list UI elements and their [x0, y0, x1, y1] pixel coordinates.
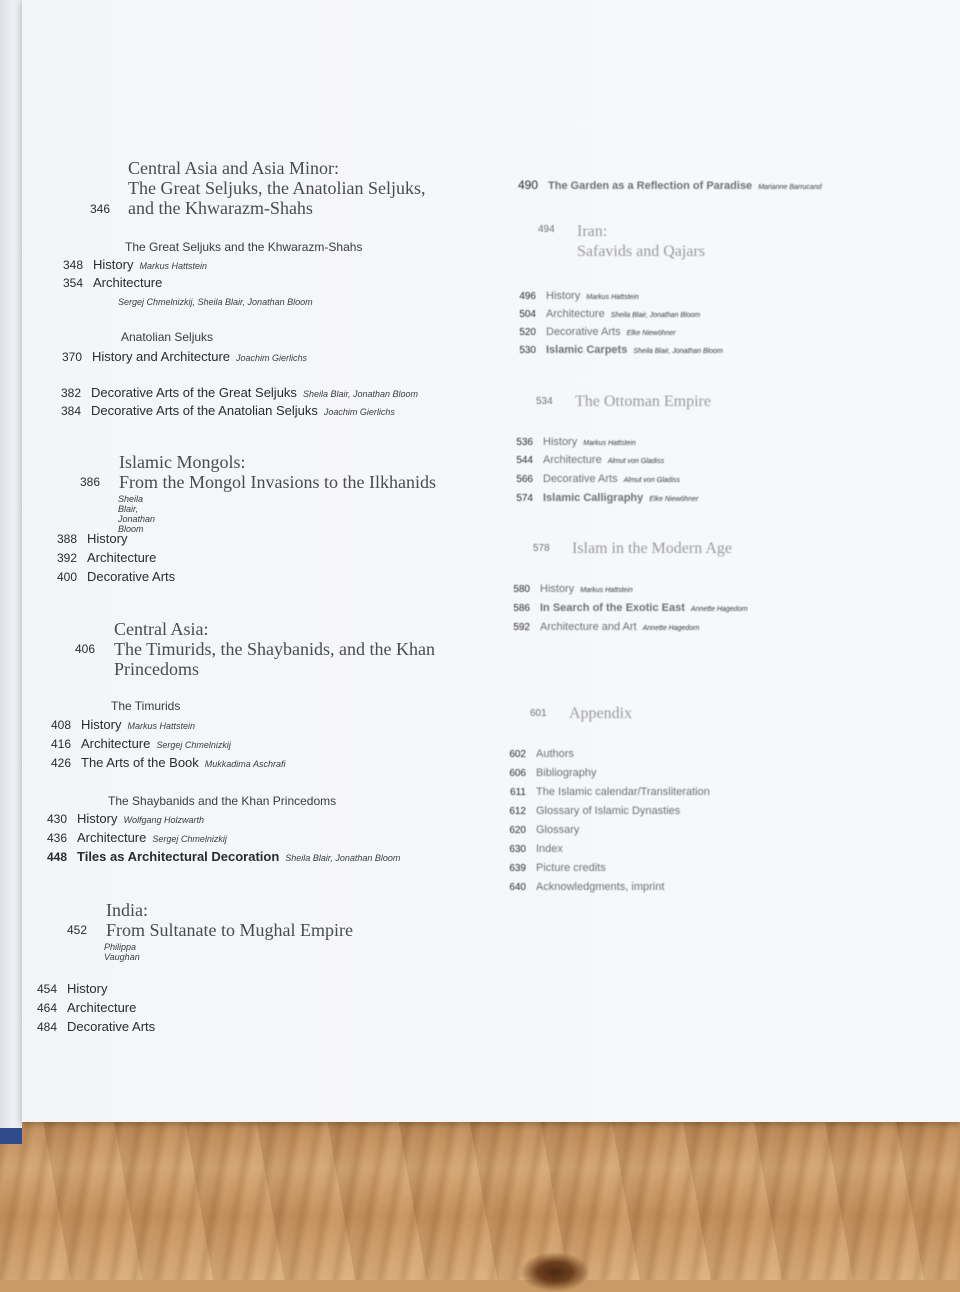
- toc-entry[interactable]: [31, 716, 195, 734]
- section-page-number: 346: [90, 202, 111, 216]
- entry-label: Architecture: [87, 550, 157, 565]
- entry-label: History: [543, 436, 578, 448]
- toc-entry[interactable]: [496, 286, 639, 304]
- entry-page-number: 354: [62, 276, 83, 290]
- entry-page-number: 620: [509, 825, 526, 836]
- entry-label: The Arts of the Book: [81, 755, 199, 770]
- entry-author: Sergej Chmelnizkij: [152, 834, 227, 844]
- entry-page-number: 630: [509, 844, 526, 855]
- entry-page-number: 544: [516, 455, 533, 466]
- entry-page-number: 464: [36, 1001, 57, 1015]
- entry-author: Markus Hattstein: [580, 587, 633, 594]
- toc-entry[interactable]: [31, 754, 286, 772]
- section-title-line: The Great Seljuks, the Anatolian Seljuks,: [128, 178, 426, 198]
- entry-page-number: 574: [516, 493, 533, 504]
- entry-page-number: 426: [50, 756, 71, 770]
- entry-label: Decorative Arts: [67, 1019, 156, 1034]
- toc-entry[interactable]: [490, 598, 748, 616]
- entry-page-number: 606: [509, 768, 526, 779]
- entry-author: Annette Hagedorn: [642, 625, 700, 632]
- entry-author: Markus Hattstein: [583, 440, 636, 447]
- entry-label: Decorative Arts: [543, 473, 618, 485]
- section-page-number: 601: [530, 708, 547, 719]
- toc-entry[interactable]: [486, 877, 664, 895]
- entry-label: Decorative Arts: [87, 569, 176, 584]
- entry-author: Markus Hattstein: [139, 261, 207, 271]
- entry-label: Index: [536, 843, 563, 855]
- section-heading: [572, 539, 732, 559]
- section-title-line: India:: [106, 900, 148, 920]
- section-title-line: From the Mongol Invasions to the Ilkhanids: [119, 472, 436, 492]
- toc-entry[interactable]: [31, 735, 231, 753]
- subsection-heading: Anatolian Seljuks: [121, 330, 214, 344]
- entry-label: History: [87, 531, 128, 546]
- entry-page-number: 612: [509, 806, 526, 817]
- section-title-line: Central Asia:: [114, 619, 209, 639]
- entry-page-number: 566: [516, 474, 533, 485]
- entry-label: History: [93, 257, 134, 272]
- section-title-line: Appendix: [569, 705, 633, 722]
- section-author: Philippa Vaughan: [104, 942, 140, 962]
- entry-author: Elke Niewöhner: [649, 496, 699, 503]
- section-heading: [114, 619, 435, 679]
- entry-page-number: 400: [56, 570, 77, 584]
- section-page-number: 406: [75, 642, 96, 656]
- section-page-number: 386: [80, 475, 101, 489]
- entry-label: Decorative Arts: [546, 326, 621, 338]
- entry-page-number: 484: [36, 1020, 57, 1034]
- toc-entry[interactable]: [43, 274, 162, 292]
- toc-entry[interactable]: [493, 450, 664, 468]
- entry-label: Acknowledgments, imprint: [536, 881, 665, 893]
- entry-page-number: 639: [509, 863, 526, 874]
- toc-entry[interactable]: [486, 782, 710, 800]
- entry-page-number: 490: [517, 178, 538, 192]
- section-title-line: and the Khwarazm-Shahs: [128, 198, 313, 218]
- entry-label: Glossary of Islamic Dynasties: [536, 805, 681, 817]
- entry-label: Islamic Carpets: [546, 344, 628, 356]
- wooden-table: [0, 1120, 960, 1280]
- toc-entry[interactable]: [493, 432, 636, 450]
- book-cover-edge: [0, 1128, 22, 1144]
- toc-entry[interactable]: [42, 348, 307, 366]
- section-title-line: Islam in the Modern Age: [572, 540, 732, 557]
- section-page-number: 534: [536, 396, 553, 407]
- entry-label: Architecture and Art: [540, 621, 637, 633]
- entry-label: Architecture: [93, 275, 163, 290]
- toc-entry[interactable]: [17, 980, 107, 998]
- entry-author: Sheila Blair, Jonathan Bloom: [633, 348, 723, 355]
- toc-entry[interactable]: [37, 549, 156, 567]
- toc-entry[interactable]: [27, 848, 400, 866]
- section-page-number: 452: [67, 923, 88, 937]
- entry-author: Sheila Blair, Jonathan Bloom: [302, 389, 419, 399]
- entry-page-number: 602: [509, 749, 526, 760]
- section-title-line: Islamic Mongols:: [119, 452, 246, 472]
- entry-author: Markus Hattstein: [127, 721, 195, 731]
- toc-entry[interactable]: [496, 322, 676, 340]
- entry-author-line: [118, 292, 313, 310]
- toc-entry[interactable]: [27, 810, 204, 828]
- entry-page-number: 430: [46, 812, 67, 826]
- entry-page-number: 454: [36, 982, 57, 996]
- entry-label: Bibliography: [536, 767, 597, 779]
- entry-label: Glossary: [536, 824, 580, 836]
- section-author: Sheila Blair, Jonathan Bloom: [118, 494, 156, 534]
- entry-label: The Garden as a Reflection of Paradise: [548, 180, 753, 192]
- entry-label: In Search of the Exotic East: [540, 602, 685, 614]
- entry-page-number: 388: [56, 532, 77, 546]
- entry-author: Mukkadima Aschrafi: [204, 759, 286, 769]
- entry-page-number: 520: [519, 327, 536, 338]
- section-page-number: 578: [533, 543, 550, 554]
- section-title-line: Safavids and Qajars: [577, 243, 705, 260]
- entry-page-number: 586: [513, 603, 530, 614]
- entry-author: Annette Hagedorn: [690, 606, 748, 613]
- subsection-heading: The Shaybanids and the Khan Princedoms: [108, 794, 337, 808]
- entry-label: Islamic Calligraphy: [543, 492, 644, 504]
- toc-entry[interactable]: [17, 1018, 155, 1036]
- entry-author: Markus Hattstein: [586, 294, 639, 301]
- entry-page-number: 436: [46, 831, 67, 845]
- section-title-line: The Ottoman Empire: [575, 393, 711, 410]
- entry-author: Elke Niewöhner: [626, 330, 676, 337]
- entry-author: Wolfgang Holzwarth: [123, 815, 204, 825]
- section-title-line: The Timurids, the Shaybanids, and the Khan: [114, 639, 435, 659]
- entry-label: Architecture: [546, 308, 605, 320]
- entry-author: Sheila Blair, Jonathan Bloom: [610, 312, 701, 319]
- entry-label: Architecture: [67, 1000, 137, 1015]
- entry-page-number: 611: [510, 787, 526, 798]
- entry-page-number: 530: [519, 345, 536, 356]
- toc-entry[interactable]: [41, 402, 395, 420]
- toc-entry[interactable]: [486, 820, 579, 838]
- entry-author: Sergej Chmelnizkij, Sheila Blair, Jonathan Bloom: [118, 297, 313, 307]
- entry-page-number: 416: [50, 737, 71, 751]
- toc-entry[interactable]: [41, 384, 418, 402]
- entry-page-number: 640: [509, 882, 526, 893]
- entry-page-number: 370: [61, 350, 82, 364]
- section-heading: [575, 392, 711, 412]
- toc-entry[interactable]: [496, 304, 700, 322]
- entry-page-number: 504: [519, 309, 536, 320]
- toc-entry[interactable]: [43, 256, 207, 274]
- entry-page-number: 408: [50, 718, 71, 732]
- entry-label: Architecture: [77, 830, 147, 845]
- entry-page-number: 592: [513, 622, 530, 633]
- entry-label: Decorative Arts of the Anatolian Seljuks: [91, 403, 318, 418]
- section-title-line: Iran:: [577, 223, 608, 240]
- contents-page: [22, 0, 960, 1122]
- entry-author: Almut von Gladiss: [623, 477, 681, 484]
- toc-entry[interactable]: [490, 579, 633, 597]
- entry-author: Almut von Gladiss: [607, 458, 665, 465]
- entry-label: History: [81, 717, 122, 732]
- entry-label: Tiles as Architectural Decoration: [77, 849, 280, 864]
- entry-label: History: [540, 583, 575, 595]
- toc-entry[interactable]: [486, 744, 574, 762]
- section-heading: [128, 158, 425, 218]
- toc-entry[interactable]: [493, 469, 680, 487]
- entry-author: Joachim Gierlichs: [323, 407, 395, 417]
- entry-label: Decorative Arts of the Great Seljuks: [91, 385, 297, 400]
- entry-page-number: 580: [513, 584, 530, 595]
- entry-label: History: [546, 290, 581, 302]
- toc-entry[interactable]: [486, 858, 606, 876]
- entry-label: History: [77, 811, 118, 826]
- section-title-line: Central Asia and Asia Minor:: [128, 158, 339, 178]
- entry-label: Architecture: [81, 736, 151, 751]
- section-page-number: 494: [538, 224, 555, 235]
- entry-author: Sheila Blair, Jonathan Bloom: [285, 853, 401, 863]
- entry-author: Joachim Gierlichs: [236, 353, 308, 363]
- book-spine: [0, 0, 22, 1140]
- entry-page-number: 448: [46, 850, 67, 864]
- entry-author: Marianne Barrucand: [758, 184, 822, 191]
- toc-entry[interactable]: [27, 829, 227, 847]
- section-title-line: From Sultanate to Mughal Empire: [106, 920, 353, 940]
- entry-label: The Islamic calendar/Transliteration: [536, 786, 710, 798]
- subsection-heading: The Timurids: [111, 699, 181, 713]
- toc-entry[interactable]: [493, 488, 698, 506]
- wood-knot: [520, 1252, 590, 1292]
- entry-label: History and Architecture: [92, 349, 231, 364]
- subsection-heading: The Great Seljuks and the Khwarazm-Shahs: [125, 240, 363, 254]
- entry-label: History: [67, 981, 108, 996]
- entry-page-number: 382: [60, 386, 81, 400]
- entry-author: Sergej Chmelnizkij: [156, 740, 231, 750]
- section-heading: [569, 704, 632, 724]
- toc-entry[interactable]: [498, 176, 822, 194]
- section-title-line: Princedoms: [114, 659, 199, 679]
- toc-entry[interactable]: [17, 999, 136, 1017]
- toc-entry[interactable]: [496, 340, 723, 358]
- entry-page-number: 348: [62, 258, 83, 272]
- entry-label: Architecture: [543, 454, 602, 466]
- section-heading: [577, 222, 705, 262]
- toc-entry[interactable]: [486, 839, 563, 857]
- toc-entry[interactable]: [486, 763, 597, 781]
- entry-page-number: 384: [60, 404, 81, 418]
- entry-label: Authors: [536, 748, 574, 760]
- toc-entry[interactable]: [37, 568, 175, 586]
- toc-entry[interactable]: [490, 617, 699, 635]
- toc-entry[interactable]: [37, 530, 127, 548]
- entry-page-number: 536: [516, 437, 533, 448]
- section-heading: [106, 900, 353, 940]
- entry-label: Picture credits: [536, 862, 606, 874]
- entry-page-number: 392: [56, 551, 77, 565]
- toc-entry[interactable]: [486, 801, 680, 819]
- section-heading: [119, 452, 436, 492]
- entry-page-number: 496: [519, 291, 536, 302]
